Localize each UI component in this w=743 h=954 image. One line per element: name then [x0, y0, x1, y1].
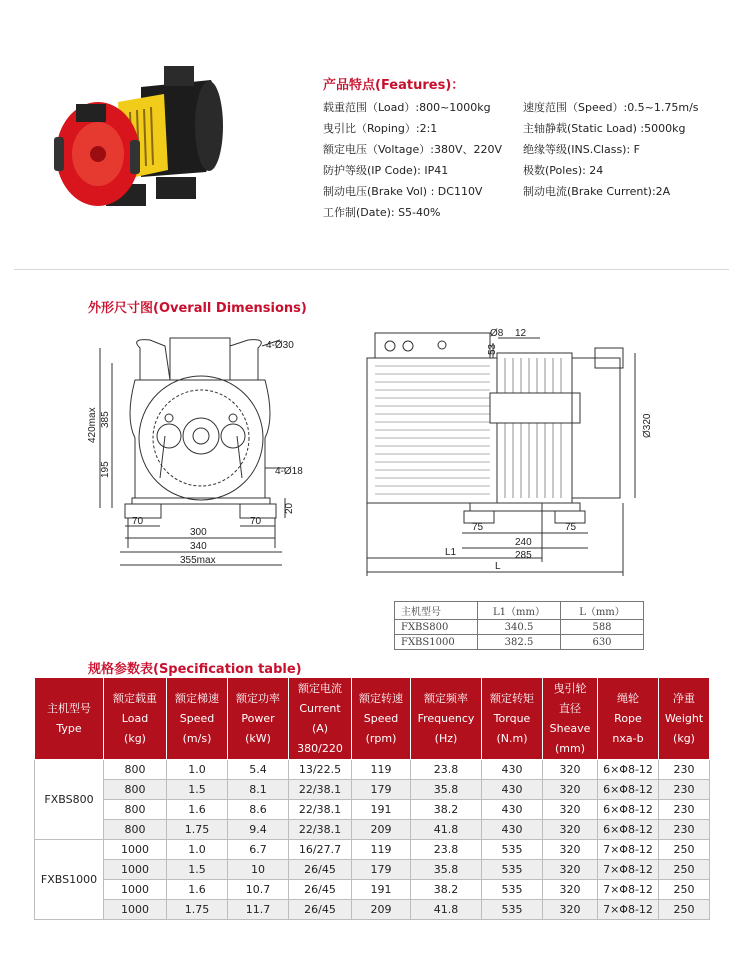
spec-cell: 800: [104, 800, 167, 820]
length-table-row: [395, 635, 644, 650]
feature-row: [323, 160, 733, 181]
spec-header-cell: [104, 678, 167, 760]
spec-header-cell: [167, 678, 228, 760]
spec-cell: 26/45: [289, 880, 352, 900]
spec-cell: 320: [543, 900, 598, 920]
spec-cell: 119: [352, 840, 411, 860]
spec-title: 规格参数表(Specification table): [88, 662, 302, 677]
spec-cell: 6×Φ8-12: [598, 760, 659, 780]
spec-header-line: 380/220: [297, 741, 343, 755]
spec-cell: 1.0: [167, 840, 228, 860]
spec-cell: 1.75: [167, 900, 228, 920]
spec-cell: 1.5: [167, 860, 228, 880]
spec-cell: 41.8: [411, 820, 482, 840]
spec-header-line: (A): [311, 721, 329, 735]
dim-h20: 20: [284, 502, 295, 514]
spec-type-cell: FXBS800: [35, 760, 104, 840]
spec-header-line: (mm): [554, 741, 585, 755]
dim-d12: 12: [515, 328, 527, 339]
spec-cell: 250: [659, 900, 710, 920]
spec-table-row: [35, 900, 710, 920]
spec-cell: 13/22.5: [289, 760, 352, 780]
feature-row: [323, 181, 733, 202]
spec-cell: 35.8: [411, 780, 482, 800]
spec-cell: 5.4: [228, 760, 289, 780]
feature-item: 防护等级(IP Code): IP41: [323, 164, 449, 177]
dim-holes-bottom: 4-Ø18: [275, 466, 303, 477]
spec-header-line: Power: [241, 711, 275, 725]
spec-table-row: [35, 840, 710, 860]
spec-header-line: 额定转速: [359, 691, 403, 705]
spec-cell: 535: [482, 900, 543, 920]
spec-header-line: Load: [121, 711, 149, 725]
side-terminal-box: [375, 333, 490, 358]
spec-cell: 23.8: [411, 760, 482, 780]
spec-header-line: (rpm): [365, 731, 397, 745]
spec-table-body: [35, 760, 710, 920]
spec-cell: 7×Φ8-12: [598, 900, 659, 920]
dim-h420: 420max: [87, 407, 98, 443]
spec-header-line: 额定转矩: [490, 691, 534, 705]
spec-cell: 1.0: [167, 760, 228, 780]
dim-h195: 195: [100, 461, 111, 478]
spec-header-line: 额定梯速: [175, 691, 219, 705]
spec-cell: 535: [482, 880, 543, 900]
spec-cell: 1000: [104, 880, 167, 900]
dim-d8: Ø8: [490, 328, 504, 339]
spec-cell: 320: [543, 800, 598, 820]
spec-header-line: 额定功率: [236, 691, 280, 705]
spec-header-line: Rope: [614, 711, 642, 725]
spec-cell: 800: [104, 760, 167, 780]
spec-cell: 320: [543, 840, 598, 860]
spec-cell: 230: [659, 780, 710, 800]
terminal-box: [164, 66, 194, 86]
brake-lever: [130, 140, 140, 174]
spec-cell: 535: [482, 860, 543, 880]
spec-header-line: Type: [56, 721, 82, 735]
spec-table-row: [35, 820, 710, 840]
spec-cell: 1000: [104, 840, 167, 860]
spec-header-line: 绳轮: [617, 691, 639, 705]
side-view: [367, 333, 635, 576]
spec-header-line: 额定电流: [298, 681, 342, 695]
dim-s240: 240: [515, 537, 532, 548]
spec-cell: 35.8: [411, 860, 482, 880]
spec-header-cell: [289, 678, 352, 760]
dim-s75a: 75: [472, 522, 484, 533]
spec-cell: 38.2: [411, 800, 482, 820]
spec-cell: 1.75: [167, 820, 228, 840]
spec-cell: 10: [228, 860, 289, 880]
spec-header-line: nxa-b: [612, 731, 644, 745]
spec-table: [34, 677, 710, 920]
length-table-cell: 588: [561, 620, 644, 635]
spec-header-line: 额定载重: [113, 691, 157, 705]
spec-cell: 9.4: [228, 820, 289, 840]
spec-header-line: Torque: [493, 711, 531, 725]
spec-cell: 320: [543, 760, 598, 780]
dim-w355: 355max: [180, 555, 216, 566]
spec-header-line: Speed: [179, 711, 215, 725]
brake-top-mount: [76, 104, 106, 122]
spec-header-cell: [35, 678, 104, 760]
spec-cell: 535: [482, 840, 543, 860]
spec-type-cell: FXBS1000: [35, 840, 104, 920]
spec-header-line: 曳引轮: [553, 681, 587, 695]
feature-row: [323, 202, 733, 223]
dim-s75b: 75: [565, 522, 577, 533]
spec-table-row: [35, 760, 710, 780]
feature-item: 极数(Poles): 24: [523, 164, 604, 177]
spec-header-cell: [659, 678, 710, 760]
spec-table-row: [35, 880, 710, 900]
side-motor-body: [367, 358, 497, 503]
dim-w300: 300: [190, 527, 207, 538]
spec-cell: 6×Φ8-12: [598, 780, 659, 800]
spec-header-line: (N.m): [496, 731, 528, 745]
spec-cell: 230: [659, 820, 710, 840]
spec-cell: 320: [543, 860, 598, 880]
feature-row: [323, 118, 733, 139]
feature-item: 速度范围（Speed）:0.5~1.75m/s: [523, 101, 699, 114]
spec-cell: 430: [482, 760, 543, 780]
length-table-row: [395, 620, 644, 635]
spec-cell: 6×Φ8-12: [598, 820, 659, 840]
spec-header-cell: [598, 678, 659, 760]
spec-cell: 1.5: [167, 780, 228, 800]
spec-cell: 26/45: [289, 860, 352, 880]
length-table-header: [395, 602, 644, 620]
dim-L: L: [495, 561, 501, 572]
dim-w70a: 70: [132, 516, 144, 527]
length-table: [394, 601, 644, 650]
spec-cell: 191: [352, 800, 411, 820]
spec-cell: 430: [482, 800, 543, 820]
dim-s285: 285: [515, 550, 532, 561]
spec-cell: 6×Φ8-12: [598, 800, 659, 820]
feature-item: 主轴静载(Static Load) :5000kg: [523, 122, 686, 135]
spec-cell: 1000: [104, 900, 167, 920]
spec-header-line: (kg): [673, 731, 695, 745]
spec-cell: 800: [104, 820, 167, 840]
spec-cell: 320: [543, 820, 598, 840]
dim-L1: L1: [445, 547, 457, 558]
feature-item: 工作制(Date): S5-40%: [323, 206, 441, 219]
feature-item: 载重范围（Load）:800~1000kg: [323, 101, 491, 114]
feature-item: 绝缘等级(INS.Class): F: [523, 143, 641, 156]
spec-table-row: [35, 780, 710, 800]
spec-header-line: Sheave: [549, 721, 591, 735]
cooling-fins: [375, 366, 490, 494]
motor-end-cap: [195, 81, 223, 171]
feature-row: [323, 97, 733, 118]
dim-d320: Ø320: [642, 413, 653, 438]
spec-header-line: Frequency: [417, 711, 475, 725]
spec-header-line: (kg): [124, 731, 146, 745]
dim-holes-top: 4-Ø30: [266, 340, 294, 351]
spec-header-line: 主机型号: [47, 701, 91, 715]
spec-header-line: Weight: [664, 711, 704, 725]
spec-header-cell: [411, 678, 482, 760]
spec-cell: 16/27.7: [289, 840, 352, 860]
dim-w70b: 70: [250, 516, 262, 527]
spec-cell: 1.6: [167, 800, 228, 820]
length-table-cell: 382.5: [478, 635, 561, 650]
front-shaft: [183, 418, 219, 454]
spec-cell: 22/38.1: [289, 820, 352, 840]
spec-cell: 8.6: [228, 800, 289, 820]
spec-header-cell: [482, 678, 543, 760]
spec-cell: 26/45: [289, 900, 352, 920]
spec-cell: 250: [659, 880, 710, 900]
spec-cell: 119: [352, 760, 411, 780]
spec-cell: 11.7: [228, 900, 289, 920]
feature-item: 制动电压(Brake Vol) : DC110V: [323, 185, 483, 198]
length-table-header-cell: 主机型号: [395, 602, 478, 620]
spec-cell: 800: [104, 780, 167, 800]
spec-header-cell: [352, 678, 411, 760]
dim-h385: 385: [100, 411, 111, 428]
feature-item: 制动电流(Brake Current):2A: [523, 185, 671, 198]
spec-header-line: 额定频率: [424, 691, 468, 705]
features-section: [323, 74, 733, 223]
spec-cell: 8.1: [228, 780, 289, 800]
spec-table-header: [35, 678, 710, 760]
feature-row: [323, 139, 733, 160]
spec-cell: 41.8: [411, 900, 482, 920]
spec-cell: 23.8: [411, 840, 482, 860]
front-base: [132, 498, 270, 504]
spec-header-line: 净重: [673, 691, 695, 705]
spec-cell: 1000: [104, 860, 167, 880]
spec-cell: 7×Φ8-12: [598, 880, 659, 900]
spec-header-line: (Hz): [434, 731, 458, 745]
length-table-cell: 340.5: [478, 620, 561, 635]
spec-cell: 250: [659, 840, 710, 860]
spec-table-row: [35, 800, 710, 820]
spec-table-row: [35, 860, 710, 880]
spec-header-line: Current: [299, 701, 341, 715]
spec-cell: 230: [659, 800, 710, 820]
side-brake: [572, 358, 620, 498]
spec-cell: 38.2: [411, 880, 482, 900]
spec-cell: 430: [482, 780, 543, 800]
spec-cell: 22/38.1: [289, 800, 352, 820]
motor-product-image: [46, 52, 236, 222]
shaft-center: [90, 146, 106, 162]
spec-cell: 179: [352, 860, 411, 880]
spec-cell: 209: [352, 820, 411, 840]
dimension-drawing: [70, 318, 670, 588]
spec-header-cell: [228, 678, 289, 760]
length-table-header-cell: L（mm）: [561, 602, 644, 620]
spec-cell: 7×Φ8-12: [598, 840, 659, 860]
length-table-cell: 630: [561, 635, 644, 650]
spec-cell: 250: [659, 860, 710, 880]
spec-cell: 179: [352, 780, 411, 800]
dim-d53: 53: [487, 343, 498, 355]
spec-header-line: (kW): [245, 731, 271, 745]
spec-cell: 6.7: [228, 840, 289, 860]
spec-cell: 191: [352, 880, 411, 900]
spec-header-cell: [543, 678, 598, 760]
length-table-cell: FXBS1000: [395, 635, 478, 650]
motor-foot: [156, 177, 196, 199]
spec-cell: 209: [352, 900, 411, 920]
brake-lever: [54, 137, 64, 171]
feature-item: 额定电压（Voltage）:380V、220V: [323, 143, 503, 156]
spec-cell: 230: [659, 760, 710, 780]
features-title: 产品特点(Features)：: [323, 78, 465, 93]
length-table-header-cell: L1（mm）: [478, 602, 561, 620]
spec-cell: 1.6: [167, 880, 228, 900]
feature-item: 曳引比（Roping）:2:1: [323, 122, 438, 135]
spec-header-line: (m/s): [182, 731, 212, 745]
spec-cell: 10.7: [228, 880, 289, 900]
spec-cell: 7×Φ8-12: [598, 860, 659, 880]
dimensions-title: 外形尺寸图(Overall Dimensions): [88, 301, 307, 316]
terminal-box-outline: [170, 338, 230, 380]
section-divider: [14, 269, 729, 270]
spec-cell: 320: [543, 780, 598, 800]
dim-w340: 340: [190, 541, 207, 552]
dimension-labels: [87, 328, 653, 572]
spec-header-line: 直径: [559, 701, 581, 715]
spec-cell: 320: [543, 880, 598, 900]
length-table-cell: FXBS800: [395, 620, 478, 635]
spec-header-line: Speed: [363, 711, 399, 725]
spec-cell: 430: [482, 820, 543, 840]
spec-cell: 22/38.1: [289, 780, 352, 800]
